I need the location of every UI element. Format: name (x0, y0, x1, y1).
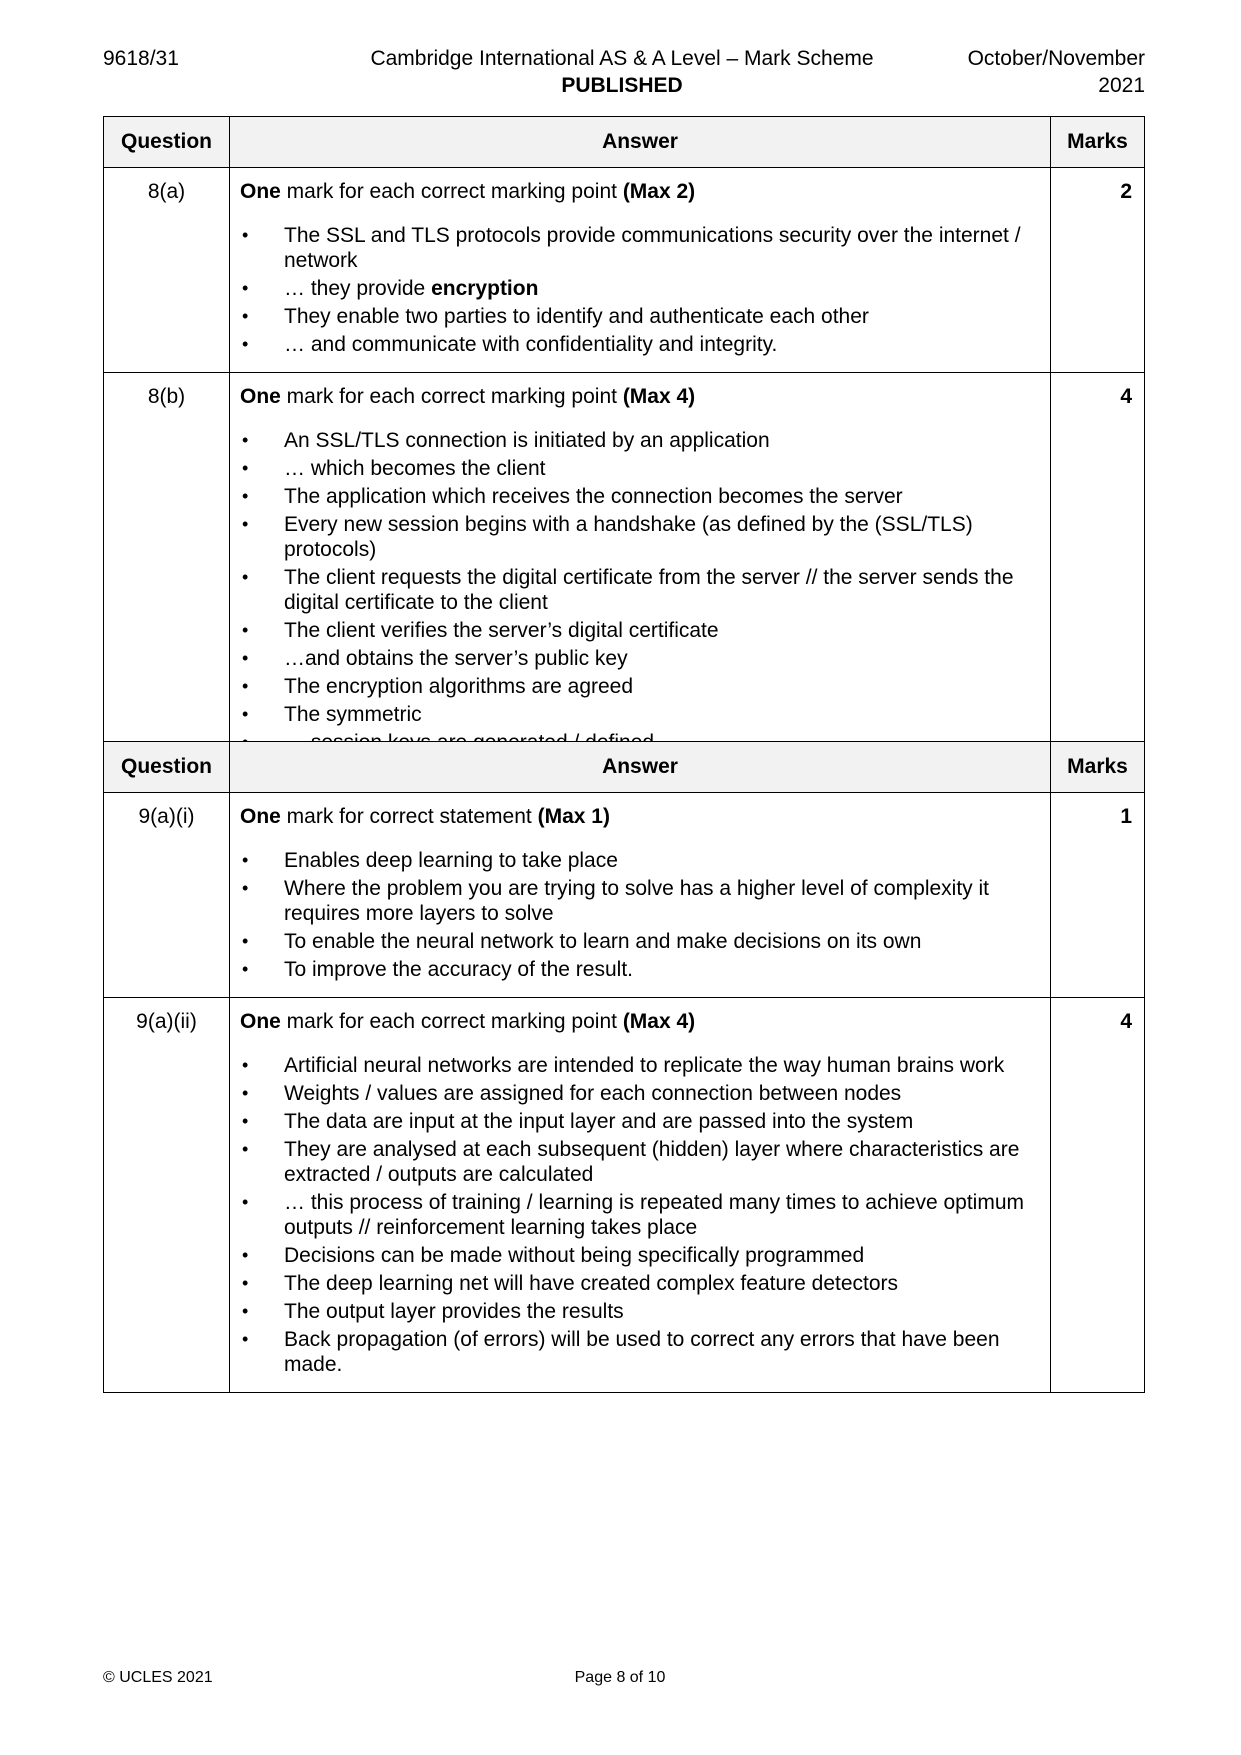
answer-cell (230, 373, 1051, 771)
marking-point (240, 1137, 1040, 1187)
marking-point-text: They are analysed at each subsequent (hidden) layer where characteristics are extracted / outputs are calculated (284, 1138, 1020, 1186)
max-marks-note: (Max 2) (622, 180, 696, 203)
marking-point-text: The client requests the digital certificate from the server // the server sends the digital certificate to the client (284, 566, 1014, 614)
table-header-row (104, 117, 1145, 168)
marking-point-text: The output layer provides the results (284, 1300, 624, 1323)
marking-point (240, 1327, 1040, 1377)
marking-point (240, 1271, 1040, 1296)
table-header-row (104, 742, 1145, 793)
marking-point (240, 876, 1040, 926)
marking-point-text: …and obtains the server’s public key (284, 647, 628, 670)
answer-column-header: Answer (230, 742, 1051, 793)
question-column-header: Question (104, 742, 230, 793)
max-marks-note: (Max 4) (622, 385, 696, 408)
page-number: Page 8 of 10 (574, 1669, 666, 1686)
marking-point (240, 674, 1040, 699)
document-title-block (330, 45, 914, 99)
document-title: Cambridge International AS & A Level – Mark Scheme (370, 47, 874, 70)
marks-column-header: Marks (1051, 117, 1145, 168)
marks-value: 4 (1051, 998, 1145, 1393)
paper-code: 9618/31 (103, 47, 179, 70)
marking-point (240, 565, 1040, 615)
marking-points-list (240, 1053, 1040, 1377)
marking-point-text: To improve the accuracy of the result. (284, 958, 633, 981)
marking-instruction (240, 178, 1040, 205)
marking-point (240, 276, 1040, 301)
marking-point-text: The data are input at the input layer and are passed into the system (284, 1110, 914, 1133)
marking-point (240, 223, 1040, 273)
max-marks-note: (Max 4) (622, 1010, 696, 1033)
answer-column-header: Answer (230, 117, 1051, 168)
question-column-header: Question (104, 117, 230, 168)
marking-point-text: Enables deep learning to take place (284, 849, 618, 872)
marking-point (240, 1109, 1040, 1134)
marking-point-text: An SSL/TLS connection is initiated by an application (284, 429, 770, 452)
marking-points-list (240, 428, 1040, 755)
marking-point (240, 484, 1040, 509)
question-number: 8(a) (104, 168, 230, 373)
marking-instruction (240, 383, 1040, 410)
marks-value: 2 (1051, 168, 1145, 373)
answer-cell (230, 793, 1051, 998)
marks-value: 4 (1051, 373, 1145, 771)
publication-status: PUBLISHED (561, 74, 683, 97)
marking-point (240, 512, 1040, 562)
marking-point (240, 332, 1040, 357)
table-row (104, 793, 1145, 998)
marking-point (240, 702, 1040, 727)
marking-point (240, 646, 1040, 671)
marking-points-list (240, 848, 1040, 982)
marking-point-text: They enable two parties to identify and authenticate each other (284, 305, 869, 328)
exam-session-year: 2021 (1098, 74, 1145, 97)
marking-point-text: Artificial neural networks are intended to replicate the way human brains work (284, 1054, 1005, 1077)
table-row (104, 168, 1145, 373)
marking-instruction (240, 803, 1040, 830)
instruction-text: mark for correct statement (280, 805, 538, 828)
marking-point-text: The SSL and TLS protocols provide communications security over the internet / network (284, 224, 1021, 272)
marking-point (240, 848, 1040, 873)
marking-point-text: The encryption algorithms are agreed (284, 675, 634, 698)
marking-point-text: The deep learning net will have created complex feature detectors (284, 1272, 899, 1295)
max-marks-note: (Max 1) (537, 805, 610, 828)
marking-point (240, 618, 1040, 643)
instruction-emphasis: One (240, 180, 281, 203)
marking-point (240, 304, 1040, 329)
question-number: 8(b) (104, 373, 230, 771)
mark-scheme-table-1 (103, 116, 1145, 771)
marking-point-text: The application which receives the connection becomes the server (284, 485, 903, 508)
question-number: 9(a)(i) (104, 793, 230, 998)
marking-point-text: … this process of training / learning is repeated many times to achieve optimum outputs // reinforcement learning takes place (284, 1191, 1025, 1239)
instruction-text: mark for each correct marking point (280, 1010, 623, 1033)
marking-point (240, 428, 1040, 453)
exam-session-months: October/November (967, 47, 1145, 70)
exam-session (968, 45, 1145, 99)
marking-point-text: … and communicate with confidentiality and integrity. (284, 333, 778, 356)
question-number: 9(a)(ii) (104, 998, 230, 1393)
instruction-text: mark for each correct marking point (280, 180, 623, 203)
marking-point-text: Decisions can be made without being specifically programmed (284, 1244, 865, 1267)
mark-scheme-table-2 (103, 741, 1145, 1393)
answer-cell (230, 998, 1051, 1393)
marking-point (240, 929, 1040, 954)
marks-column-header: Marks (1051, 742, 1145, 793)
marking-point-text: … which becomes the client (284, 457, 546, 480)
instruction-emphasis: One (240, 385, 281, 408)
marking-point (240, 1081, 1040, 1106)
table-row (104, 373, 1145, 771)
marking-point-text: Where the problem you are trying to solve has a higher level of complexity it requires more layers to solve (284, 877, 990, 925)
answer-cell (230, 168, 1051, 373)
marking-point (240, 456, 1040, 481)
instruction-emphasis: One (240, 805, 281, 828)
marking-point (240, 1053, 1040, 1078)
marking-point-emphasis: encryption (431, 277, 539, 300)
marking-point-text: The client verifies the server’s digital certificate (284, 619, 719, 642)
marking-point-text: … they provide (284, 277, 432, 300)
marking-point (240, 1190, 1040, 1240)
marking-point (240, 1243, 1040, 1268)
marking-points-list (240, 223, 1040, 357)
marking-point-text: Back propagation (of errors) will be used to correct any errors that have been made. (284, 1328, 1000, 1376)
instruction-text: mark for each correct marking point (280, 385, 623, 408)
copyright-notice: © UCLES 2021 (103, 1669, 213, 1686)
marking-point-text: Weights / values are assigned for each connection between nodes (284, 1082, 902, 1105)
marking-point (240, 1299, 1040, 1324)
marking-point-text: To enable the neural network to learn and make decisions on its own (284, 930, 922, 953)
marking-point-text: The symmetric (284, 703, 422, 726)
table-row (104, 998, 1145, 1393)
instruction-emphasis: One (240, 1010, 281, 1033)
marks-value: 1 (1051, 793, 1145, 998)
marking-point-text: Every new session begins with a handshake (as defined by the (SSL/TLS) protocols) (284, 513, 973, 561)
marking-point (240, 957, 1040, 982)
marking-instruction (240, 1008, 1040, 1035)
